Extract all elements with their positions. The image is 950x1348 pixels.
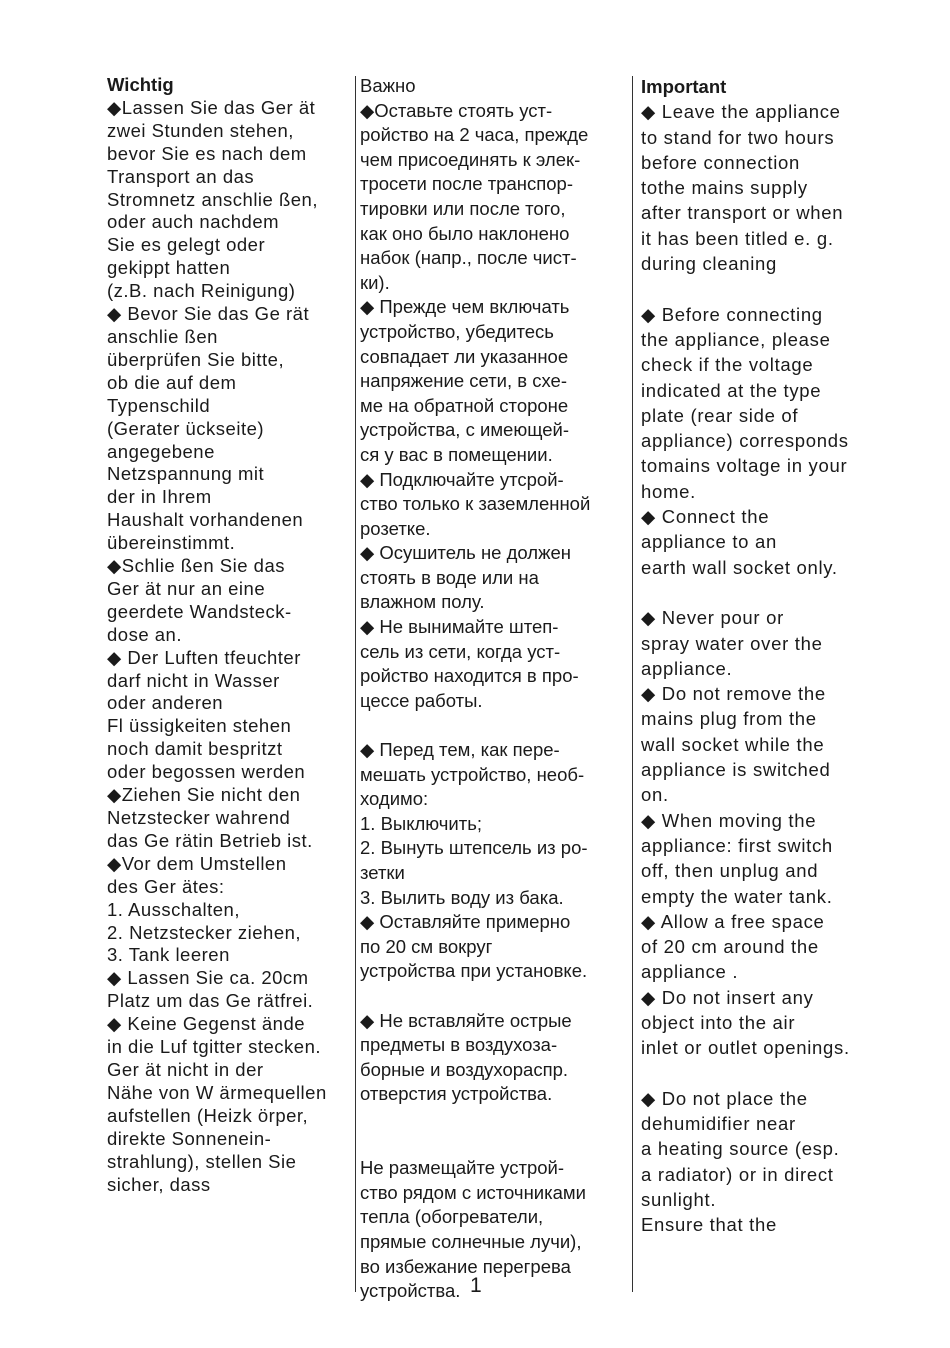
russian-line: устройства. <box>360 1280 461 1302</box>
russian-line <box>360 1107 630 1132</box>
german-line: Stromnetz anschlie ßen, <box>107 188 318 210</box>
english-line: earth wall socket only. <box>641 556 838 578</box>
english-line: ◆ Do not insert any <box>641 986 814 1008</box>
german-line: oder begossen werden <box>107 761 306 783</box>
russian-line: ◆ Подключайте утсрой- <box>360 468 564 490</box>
german-line: das Ge rätin Betrieb ist. <box>107 829 313 851</box>
russian-line: 2. Вынуть штепсель из ро- <box>360 837 588 859</box>
german-line: darf nicht in Wasser <box>107 669 280 691</box>
russian-line: тросети после транспор- <box>360 173 573 195</box>
russian-line: чем присоединять к элек- <box>360 148 581 170</box>
german-column <box>107 74 351 1196</box>
english-line: dehumidifier near <box>641 1113 796 1135</box>
english-line: appliance is switched <box>641 759 831 781</box>
english-line: the appliance, please <box>641 328 831 350</box>
russian-line: ◆ Оставляйте примерно <box>360 911 571 933</box>
english-column <box>641 74 891 1238</box>
english-line <box>641 1061 891 1086</box>
russian-column <box>360 74 630 1304</box>
english-line: after transport or when <box>641 202 844 224</box>
english-line: appliance: first switch <box>641 834 833 856</box>
russian-line: предметы в воздухоза- <box>360 1034 558 1056</box>
german-line: ◆Ziehen Sie nicht den <box>107 784 301 806</box>
german-line: sicher, dass <box>107 1173 211 1195</box>
english-line: spray water over the <box>641 632 823 654</box>
english-line <box>641 276 891 301</box>
german-line: Ger ät nur an eine <box>107 577 266 599</box>
german-line: ◆Lassen Sie das Ger ät <box>107 96 316 118</box>
german-line: Fl üssigkeiten stehen <box>107 715 292 737</box>
column-divider-right <box>632 76 633 1292</box>
english-line: check if the voltage <box>641 354 814 376</box>
english-line: plate (rear side of <box>641 404 799 426</box>
english-line: indicated at the type <box>641 379 822 401</box>
russian-line: 1. Выключить; <box>360 812 482 834</box>
german-line: ◆ Der Luften tfeuchter <box>107 646 301 668</box>
russian-line: тепла (обогреватели, <box>360 1206 544 1228</box>
german-line: Netzspannung mit <box>107 463 265 485</box>
english-line: appliance to an <box>641 531 777 553</box>
german-line: aufstellen (Heizk örper, <box>107 1104 309 1126</box>
russian-heading: Важно <box>360 75 416 96</box>
russian-line: ройство находится в про- <box>360 665 579 687</box>
english-line: wall socket while the <box>641 733 825 755</box>
russian-line: набок (напр., после чист- <box>360 247 577 269</box>
english-line: Ensure that the <box>641 1214 777 1236</box>
german-line: Typenschild <box>107 394 211 416</box>
english-line: ◆ Leave the appliance <box>641 101 841 123</box>
english-line: inlet or outlet openings. <box>641 1037 850 1059</box>
german-line: Nähe von W ärmequellen <box>107 1081 327 1103</box>
english-heading: Important <box>641 76 727 97</box>
german-line: (z.B. nach Reinigung) <box>107 280 296 302</box>
english-line: ◆ Allow a free space <box>641 910 825 932</box>
german-line: gekippt hatten <box>107 257 231 279</box>
russian-line <box>360 984 630 1009</box>
russian-line: ◆ Не вынимайте штеп- <box>360 616 559 638</box>
russian-line <box>360 713 630 738</box>
russian-line <box>360 1132 630 1157</box>
russian-line: ство рядом с источниками <box>360 1181 586 1203</box>
column-divider-left <box>355 76 356 1292</box>
russian-line: прямые солнечные лучи), <box>360 1230 582 1252</box>
russian-line: устройства при установке. <box>360 960 588 982</box>
german-line: des Ger ätes: <box>107 875 225 897</box>
german-line: ◆Vor dem Umstellen <box>107 852 287 874</box>
german-heading: Wichtig <box>107 74 174 95</box>
german-line: Platz um das Ge rätfrei. <box>107 990 314 1012</box>
english-line: ◆ Do not place the <box>641 1087 808 1109</box>
german-line: ◆ Keine Gegenst ände <box>107 1013 306 1035</box>
russian-line: ◆ Прежде чем включать <box>360 296 570 318</box>
english-line: ◆ When moving the <box>641 809 817 831</box>
german-line: direkte Sonnenein- <box>107 1127 272 1149</box>
russian-line: зетки <box>360 862 405 883</box>
german-line: zwei Stunden stehen, <box>107 119 294 141</box>
russian-line: Не размещайте устрой- <box>360 1157 565 1179</box>
german-line: Haushalt vorhandenen <box>107 509 304 531</box>
german-line: (Gerater ückseite) <box>107 417 265 439</box>
english-line: of 20 cm around the <box>641 936 819 958</box>
russian-line: ки). <box>360 271 390 293</box>
russian-line: устройство, убедитесь <box>360 320 554 342</box>
russian-line: цессе работы. <box>360 689 483 711</box>
german-line: ◆ Bevor Sie das Ge rät <box>107 303 310 325</box>
english-line: before connection <box>641 151 800 173</box>
english-line: home. <box>641 480 696 502</box>
german-line: Ger ät nicht in der <box>107 1058 264 1080</box>
russian-line: ◆Оставьте стоять уст- <box>360 99 553 121</box>
russian-line: ство только к заземленной <box>360 493 591 515</box>
german-line: strahlung), stellen Sie <box>107 1150 297 1172</box>
german-line: 1. Ausschalten, <box>107 898 240 920</box>
russian-line: мешать устройство, необ- <box>360 763 585 785</box>
german-line: angegebene <box>107 440 215 462</box>
english-line: a heating source (esp. <box>641 1138 840 1160</box>
english-line: it has been titled e. g. <box>641 227 834 249</box>
english-line: ◆ Connect the <box>641 506 770 528</box>
german-line: übereinstimmt. <box>107 532 236 554</box>
german-line: geerdete Wandsteck- <box>107 600 292 622</box>
russian-line: ◆ Осушитель не должен <box>360 542 571 564</box>
english-body <box>641 99 891 1237</box>
german-line: oder anderen <box>107 692 224 714</box>
german-line: ob die auf dem <box>107 371 237 393</box>
english-line: to stand for two hours <box>641 126 835 148</box>
russian-line: по 20 см вокруг <box>360 935 493 957</box>
russian-line: напряжение сети, в схе- <box>360 370 567 392</box>
russian-line: во избежание перегрева <box>360 1255 571 1277</box>
russian-line: ройство на 2 часа, прежде <box>360 124 589 146</box>
german-line: Sie es gelegt oder <box>107 234 266 256</box>
russian-line: розетке. <box>360 517 431 539</box>
german-line: dose an. <box>107 623 182 645</box>
english-line: tothe mains supply <box>641 177 808 199</box>
russian-line: сель из сети, когда уст- <box>360 640 561 662</box>
english-line: off, then unplug and <box>641 860 819 882</box>
german-line: der in Ihrem <box>107 486 212 508</box>
russian-line: совпадает ли указанное <box>360 345 569 367</box>
german-line: überprüfen Sie bitte, <box>107 348 285 370</box>
russian-line: тировки или после того, <box>360 197 566 219</box>
german-line: Transport an das <box>107 165 255 187</box>
russian-line: ме на обратной стороне <box>360 394 569 416</box>
russian-line: борные и воздухораспр. <box>360 1058 569 1080</box>
russian-line: стоять в воде или на <box>360 566 539 588</box>
russian-body <box>360 99 630 1304</box>
english-line: ◆ Do not remove the <box>641 683 826 705</box>
german-line: bevor Sie es nach dem <box>107 142 307 164</box>
german-line: anschlie ßen <box>107 325 218 347</box>
english-line: ◆ Before connecting <box>641 303 823 325</box>
english-line: ◆ Never pour or <box>641 607 784 629</box>
english-line <box>641 580 891 605</box>
german-line: 3. Tank leeren <box>107 944 230 966</box>
german-line: noch damit bespritzt <box>107 738 283 760</box>
russian-line: ◆ Перед тем, как пере- <box>360 739 560 761</box>
english-line: mains plug from the <box>641 708 817 730</box>
russian-line: отверстия устройства. <box>360 1083 553 1105</box>
page-number: 1 <box>470 1274 482 1297</box>
english-line: tomains voltage in your <box>641 455 848 477</box>
german-line: in die Luf tgitter stecken. <box>107 1036 322 1058</box>
russian-line: устройства, с имеющей- <box>360 419 569 441</box>
russian-line: ◆ Не вставляйте острые <box>360 1009 572 1031</box>
english-line: empty the water tank. <box>641 885 833 907</box>
german-line: ◆Schlie ßen Sie das <box>107 555 285 577</box>
german-line: oder auch nachdem <box>107 211 280 233</box>
russian-line: влажном полу. <box>360 591 485 613</box>
english-line: sunlight. <box>641 1189 717 1211</box>
english-line: during cleaning <box>641 253 777 275</box>
russian-line: ходимо: <box>360 788 429 810</box>
german-line: Netzstecker wahrend <box>107 807 291 828</box>
russian-line: 3. Вылить воду из бака. <box>360 886 564 908</box>
english-line: a radiator) or in direct <box>641 1163 834 1185</box>
english-line: appliance) corresponds <box>641 430 849 452</box>
english-line: on. <box>641 784 669 806</box>
german-body <box>107 97 351 1197</box>
german-line: ◆ Lassen Sie ca. 20cm <box>107 967 309 989</box>
russian-line: как оно было наклонено <box>360 222 570 244</box>
english-line: object into the air <box>641 1011 796 1033</box>
english-line: appliance. <box>641 657 733 679</box>
russian-line: ся у вас в помещении. <box>360 443 553 465</box>
german-line: 2. Netzstecker ziehen, <box>107 921 302 943</box>
english-line: appliance . <box>641 961 739 983</box>
